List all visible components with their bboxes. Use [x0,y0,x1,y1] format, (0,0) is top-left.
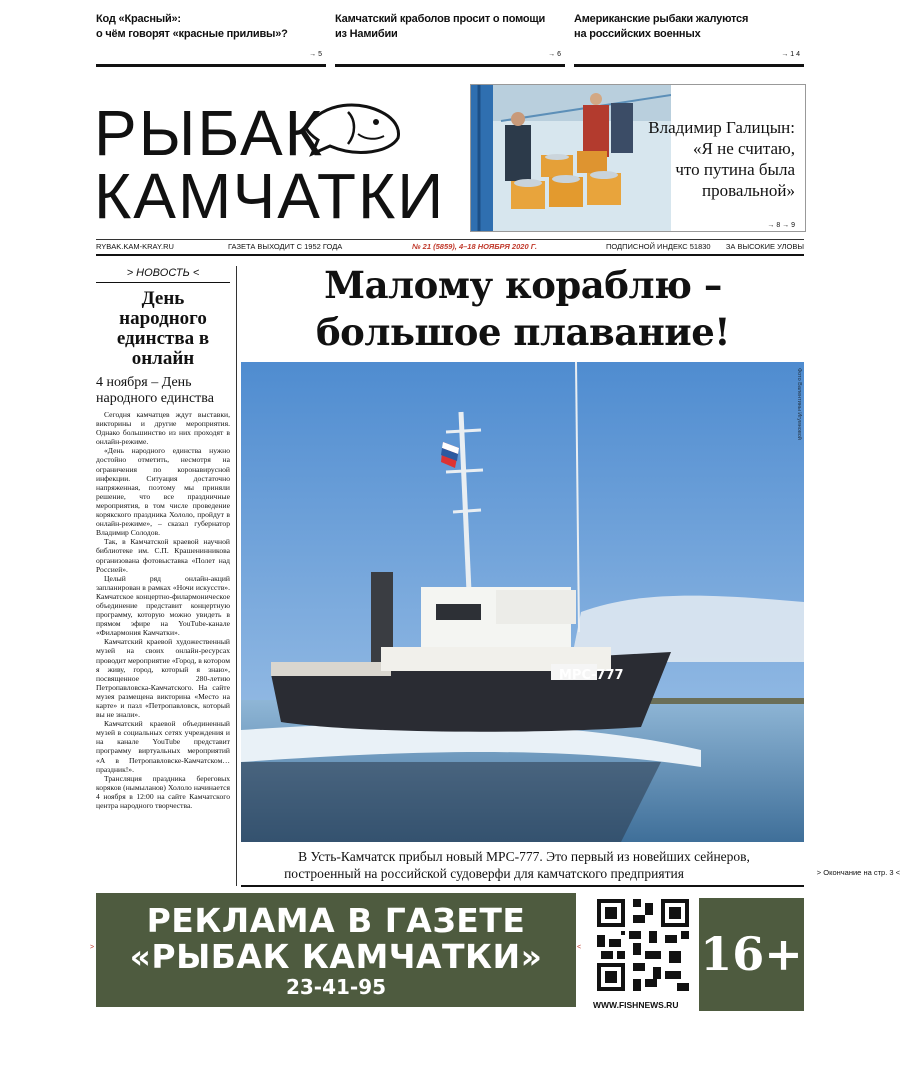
issue-number: № 21 (5859), 4–18 НОЯБРЯ 2020 Г. [412,242,537,251]
qr-url[interactable]: WWW.FISHNEWS.RU [593,1000,679,1010]
ship-illustration [241,362,804,842]
teaser-2[interactable] [335,12,565,67]
news-headline[interactable]: День народного единства в онлайн [116,288,210,369]
teaser-2-page: → 6 [548,51,561,58]
fish-logo-icon [300,94,404,160]
feature-quote [605,117,795,201]
masthead-line2: КАМЧАТКИ [94,160,446,232]
photo-caption-line1: В Усть-Камчатск прибыл новый МРС-777. Это первый из новейших сейнеров, [298,849,750,864]
news-rubric: > НОВОСТЬ < [96,266,230,283]
photo-caption [244,848,804,882]
caption-rule [241,885,804,887]
teaser-3[interactable] [574,12,804,67]
teaser-1-line2: о чём говорят «красные приливы»? [96,28,288,40]
feature-quote-line3: что путина была [675,160,795,179]
teaser-3-line1: Американские рыбаки жалуются [574,13,749,25]
feature-pages: → 8 → 9 [767,222,795,229]
photo-caption-line2: построенный на российской судоверфи для камчатского предприятия [284,866,684,881]
masthead-line1: РЫБАК [94,97,324,169]
teaser-2-line2: из Намибии [335,28,398,40]
teaser-1-line1: Код «Красный»: [96,13,181,25]
feature-quote-line4: провальной» [701,181,795,200]
subscription-index: ПОДПИСНОЙ ИНДЕКС 51830 [606,242,711,251]
news-column [96,266,230,810]
ad-mark-right: < [577,944,582,951]
ad-phone: 23-41-95 [285,975,387,999]
main-headline-line2: большое плавание! [315,310,731,354]
column-divider [236,266,237,886]
feature-quote-line2: «Я не считаю, [693,139,795,158]
feature-box[interactable] [470,84,806,232]
teaser-3-line2: на российских военных [574,28,701,40]
issue-info-bar [96,239,804,256]
teaser-1[interactable] [96,12,326,67]
teaser-1-page: → 5 [309,51,322,58]
main-headline-line1: Малому кораблю – [324,263,722,307]
photo-credit: Фото Валентины Игумновой [796,368,802,440]
qr-code-icon[interactable] [597,899,689,991]
site-url[interactable]: RYBAK.KAM-KRAY.RU [96,242,174,251]
ship-name-label: МРС-777 [559,668,624,683]
news-paragraph: Камчатский краевой художественный музей на своих онлайн-ресурсах проводит мероприятие «Город, в котором я живу, город, который я знаю», посвященное 280-летию Петропавловска-Камчатского. На сайте музея размещена викторина «Место на карте» и пазл «Петропавловск, который вы не знали». [96,637,230,720]
news-paragraph: Сегодня камчатцев ждут выставки, викторины и другие мероприятия. Однако большинство из них проходят в онлайн-режиме. [96,410,230,447]
feature-quote-line1: Владимир Галицын: [648,118,795,137]
news-paragraph: Камчатский краевой объединенный музей в социальных сетях учреждения и на канале YouTube представит программу виртуальных мероприятий «А в Петропавловске-Камчатском… праздник!». [96,719,230,774]
age-rating-badge: 16+ [699,898,804,1011]
teaser-3-page: → 1 4 [781,51,800,58]
news-paragraph: «День народного единства нужно достойно отметить, несмотря на ограничения по коронавирусной инфекции. Ситуация достаточно напряженная, поэтому мы приняли решение, что все праздничные мероприятия, в том числе проведение корякского праздника Хололо, пройдут в онлайн-режиме», – сказал губернатор Владимир Солодов. [96,446,230,538]
news-paragraph: Трансляция праздника береговых коряков (нымыланов) Хололо начинается 4 ноября в 12:00 на сайте Камчатского центра народного творчества. [96,773,230,811]
news-subhead: 4 ноября – День народного единства [96,375,214,406]
news-paragraph: Так, в Камчатской краевой научной библиотеке им. С.П. Крашенинникова организована фотовыставка «Полет над Россией». [96,537,230,574]
main-headline[interactable] [240,262,806,356]
advertising-banner[interactable] [96,893,576,1007]
since-year: ГАЗЕТА ВЫХОДИТ С 1952 ГОДА [228,242,343,251]
news-body [96,410,230,810]
ad-line2: «РЫБАК КАМЧАТКИ» [129,937,543,976]
continued-link[interactable]: > Окончание на стр. 3 < [816,868,900,877]
ad-mark-left: > [90,944,95,951]
ad-line1: РЕКЛАМА В ГАЗЕТЕ [146,901,526,940]
ship-photo[interactable] [241,362,804,842]
news-paragraph: Целый ряд онлайн-акций запланирован в рамках «Ночи искусств». Камчатское концертно-филармоническое объединение представит концертную программу, которую можно увидеть в прямом эфире на YouTube-канале «Филармония Камчатки». [96,573,230,638]
motto: ЗА ВЫСОКИЕ УЛОВЫ [725,242,804,251]
teaser-2-line1: Камчатский краболов просит о помощи [335,13,546,25]
